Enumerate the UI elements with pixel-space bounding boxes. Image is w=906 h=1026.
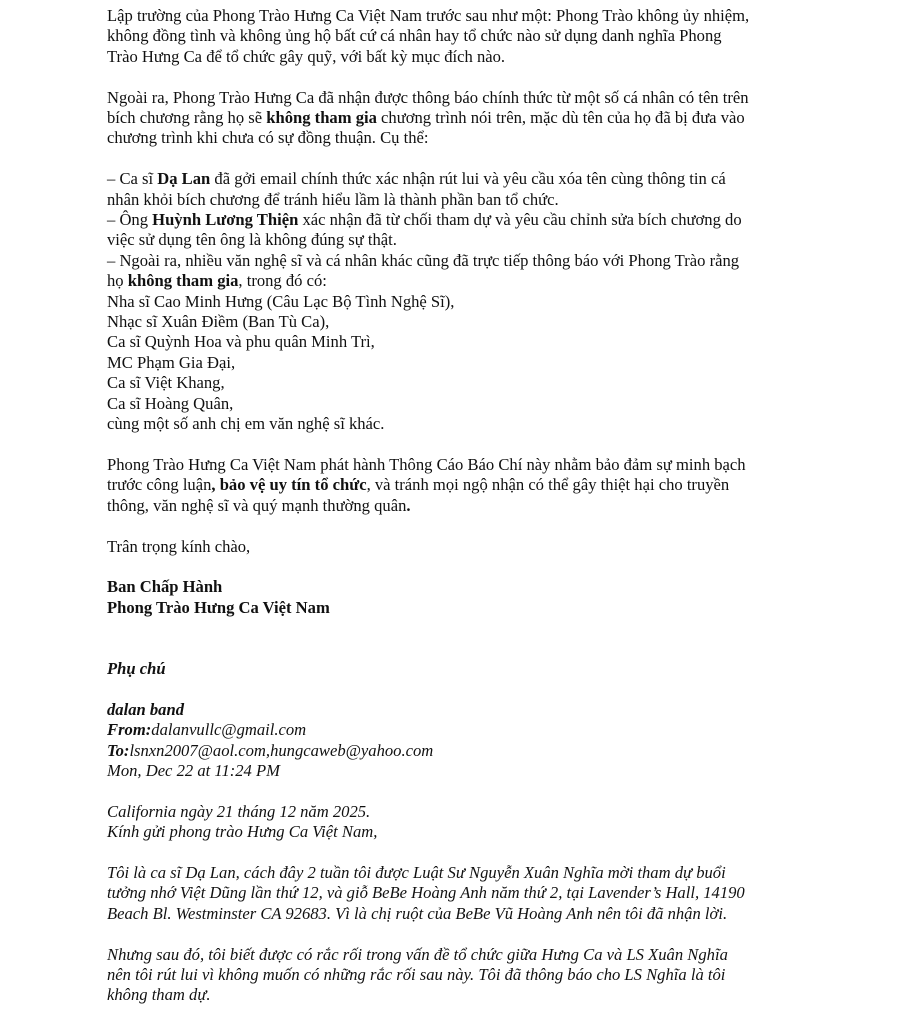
notice-paragraph [107, 88, 897, 149]
press-release-paragraph [107, 455, 897, 516]
text-line: thông, văn nghệ sĩ và quý mạnh thường quân. [107, 495, 411, 515]
letter-opening [107, 802, 897, 843]
text-line: họ không tham gia, trong đó có: [107, 271, 327, 291]
document-page [107, 6, 897, 1026]
text-line: Trào Hưng Ca để tổ chức gây quỹ, với bất kỳ mục đích nào. [107, 46, 506, 66]
letter-place-date: California ngày 21 tháng 12 năm 2025. [107, 801, 371, 821]
stance-paragraph [107, 6, 897, 67]
text-line: Lập trường của Phong Trào Hưng Ca Việt Nam trước sau như một: Phong Trào không ủy nhiệm, [107, 6, 750, 25]
letter-paragraph [107, 863, 897, 924]
text-line: Phong Trào Hưng Ca Việt Nam phát hành Thông Cáo Báo Chí này nhằm bảo đảm sự minh bạch [107, 454, 746, 474]
name-item: MC Phạm Gia Đại, [107, 352, 236, 372]
note-title: Phụ chú [107, 658, 166, 678]
email-to: To:lsnxn2007@aol.com,hungcaweb@yahoo.com [107, 740, 434, 760]
email-date: Mon, Dec 22 at 11:24 PM [107, 760, 280, 780]
name-item: Ca sĩ Việt Khang, [107, 373, 225, 393]
signature-block [107, 577, 897, 618]
email-sender: dalan band [107, 699, 184, 719]
text-line: chương trình khi chưa có sự đồng thuận. Cụ thể: [107, 128, 429, 148]
text-line: – Ngoài ra, nhiều văn nghệ sĩ và cá nhân khác cũng đã trực tiếp thông báo với Phong Trào rằng [107, 250, 740, 270]
text-line: bích chương rằng họ sẽ không tham gia chương trình nói trên, mặc dù tên của họ đã bị đưa vào [107, 108, 745, 128]
email-from: From:dalanvullc@gmail.com [107, 720, 307, 740]
text-line: – Ông Huỳnh Lương Thiện xác nhận đã từ chối tham dự và yêu cầu chỉnh sửa bích chương do [107, 210, 742, 230]
text-line: – Ca sĩ Dạ Lan đã gởi email chính thức xác nhận rút lui và yêu cầu xóa tên cùng thông tin cá [107, 169, 726, 189]
text-line: Beach Bl. Westminster CA 92683. Vì là chị ruột của BeBe Vũ Hoàng Anh nên tôi đã nhận lời. [107, 903, 728, 923]
email-header [107, 700, 897, 782]
text-line: việc sử dụng tên ông là không đúng sự thật. [107, 230, 397, 250]
name-item: Nhạc sĩ Xuân Điềm (Ban Tù Ca), [107, 312, 330, 332]
text-line: Ngoài ra, Phong Trào Hưng Ca đã nhận được thông báo chính thức từ một số cá nhân có tên trên [107, 87, 749, 107]
text-line: không tham dự. [107, 985, 211, 1005]
details-list [107, 169, 897, 434]
signature-line: Ban Chấp Hành [107, 577, 223, 597]
letter-salutation: Kính gửi phong trào Hưng Ca Việt Nam, [107, 822, 378, 842]
text-line: trước công luận, bảo vệ uy tín tổ chức, và tránh mọi ngộ nhận có thể gây thiệt hại cho truyền [107, 475, 730, 495]
signature-line: Phong Trào Hưng Ca Việt Nam [107, 597, 330, 617]
text-line: nên tôi rút lui vì không muốn có những rắc rối sau này. Tôi đã thông báo cho LS Nghĩa là tôi [107, 964, 726, 984]
name-item: Ca sĩ Hoàng Quân, [107, 393, 234, 413]
text-line: Nhưng sau đó, tôi biết được có rắc rối trong vấn đề tổ chức giữa Hưng Ca và LS Xuân Nghĩa [107, 944, 728, 964]
closing: Trân trọng kính chào, [107, 536, 251, 556]
text-line: nhân khỏi bích chương để tránh hiểu lầm là thành phần ban tổ chức. [107, 189, 559, 209]
name-item: Nha sĩ Cao Minh Hưng (Câu Lạc Bộ Tình Nghệ Sĩ), [107, 291, 455, 311]
text-line: Tôi là ca sĩ Dạ Lan, cách đây 2 tuần tôi được Luật Sư Nguyễn Xuân Nghĩa mời tham dự buổi [107, 862, 726, 882]
name-item: cùng một số anh chị em văn nghệ sĩ khác. [107, 414, 385, 434]
name-item: Ca sĩ Quỳnh Hoa và phu quân Minh Trì, [107, 332, 375, 352]
letter-paragraph [107, 945, 897, 1006]
text-line: không đồng tình và không ủng hộ bất cứ cá nhân hay tổ chức nào sử dụng danh nghĩa Phong [107, 26, 722, 46]
text-line: tưởng nhớ Việt Dũng lần thứ 12, và giỗ BeBe Hoàng Anh năm thứ 2, tại Lavender’s Hall, 14190 [107, 883, 745, 903]
